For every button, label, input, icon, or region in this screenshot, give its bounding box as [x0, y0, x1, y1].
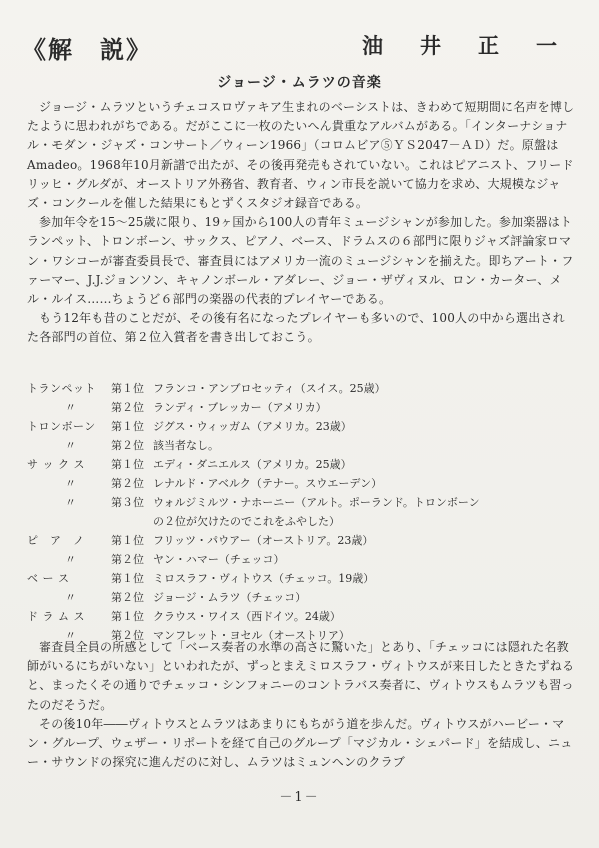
article-body-intro: [27, 98, 575, 348]
result-rank: 第２位: [111, 628, 144, 642]
result-name: マンフレット・ヨセル（オーストリア）: [153, 628, 350, 642]
result-continuation: の２位が欠けたのでこれをふやした）: [153, 514, 340, 528]
author-name: 油 井 正 一: [362, 33, 565, 58]
competition-results-list: [27, 378, 575, 644]
result-name: レナルド・アベルク（テナー。スウエーデン）: [153, 476, 383, 490]
section-title: 《解 説》: [22, 35, 152, 64]
result-row: [27, 454, 575, 473]
result-rank: 第２位: [111, 476, 144, 490]
result-instrument: サ ッ ク ス: [27, 457, 85, 471]
result-rank: 第１位: [111, 533, 144, 547]
result-rank: 第１位: [111, 571, 144, 585]
result-rank: 第２位: [111, 438, 144, 452]
result-name: ランディ・ブレッカー（アメリカ）: [153, 400, 327, 414]
result-rank: 第２位: [111, 552, 144, 566]
result-instrument: 〃: [65, 400, 77, 414]
result-instrument: トロンボーン: [27, 419, 96, 433]
result-rank: 第１位: [111, 419, 144, 433]
result-row: [27, 587, 575, 606]
result-instrument: トランペット: [27, 381, 96, 395]
result-name: エディ・ダニエルス（アメリカ。25歳）: [153, 457, 352, 471]
result-row: [27, 473, 575, 492]
paragraph: 審査員全員の所感として「ベース奏者の水準の高さに驚いた」とあり、「チェッコには隠れた名教師がいるにちがいない」といわれたが、ずっとまえミロスラフ・ヴィトウスが来日したときたずねると、まったくその通りでチェッコ・シンフォニーのコントラバス奏者に、ヴィトウスもムラツも習ったのだそうだ。: [27, 640, 575, 712]
result-rank: 第１位: [111, 609, 144, 623]
paragraph: ジョージ・ムラツというチェコスロヴァキア生まれのベーシストは、きわめて短期間に名声を博したように思われがちである。だがここに一枚のたいへん貴重なアルバムがある。「インターナショナル・モダン・ジャズ・コンサート／ウィーン1966」（コロムビア⑤ＹＳ2047－ＡＤ）だ。原盤は Amadeo。1968年10月新譜で出たが、その後再発売もされていない。これはピアニスト、フリードリッヒ・グルダが、オーストリア外務省、教育者、ウィン市長を説いて協力を求め、大規模なジャズ・コンクールを催した結果にもとずくスタジオ録音である。: [27, 100, 575, 211]
result-name: ミロスラフ・ヴィトウス（チェッコ。19歳）: [153, 571, 375, 585]
paragraph: 参加年令を15～25歳に限り、19ヶ国から100人の青年ミュージシャンが参加した。参加楽器はトランペット、トロンボーン、サックス、ピアノ、ベース、ドラムスの６部門に限りジャズ評論家ロマン・ワシコーが審査委員長で、審査員にはアメリカ一流のミュージシャンを揃えた。即ちアート・ファーマー、J.J.ジョンソン、キャノンボール・アダレー、ジョー・ザヴィヌル、ロン・カーター、メル・ルイス……ちょうど６部門の楽器の代表的プレイヤーである。: [27, 215, 574, 307]
result-row: [27, 492, 575, 511]
page-number: －1－: [279, 790, 320, 805]
result-instrument: ベ ー ス: [27, 571, 70, 585]
result-rank: 第３位: [111, 495, 144, 509]
result-instrument: 〃: [65, 552, 77, 566]
result-row: [27, 530, 575, 549]
result-name: フリッツ・パウアー（オーストリア。23歳）: [153, 533, 374, 547]
result-instrument: 〃: [65, 438, 77, 452]
result-row: [27, 435, 575, 454]
article-body-continued: [27, 638, 575, 772]
result-name: ヤン・ハマー（チェッコ）: [153, 552, 285, 566]
article-subtitle: ジョージ・ムラツの音楽: [217, 75, 382, 91]
result-instrument: ピ ア ノ: [27, 533, 85, 547]
paragraph: もう12年も昔のことだが、その後有名になったプレイヤーも多いので、100人の中から選出された各部門の首位、第２位入賞者を書き出しておこう。: [27, 311, 565, 345]
result-row: [27, 416, 575, 435]
result-row: [27, 397, 575, 416]
result-name: ジョージ・ムラツ（チェッコ）: [153, 590, 307, 604]
result-name: フランコ・アンブロセッティ（スイス。25歳）: [153, 381, 386, 395]
result-name: ジグス・ウィッガム（アメリカ。23歳）: [153, 419, 352, 433]
result-instrument: ド ラ ム ス: [27, 609, 85, 623]
result-name: ウォルジミルツ・ナホーニー（アルト。ポーランド。トロンボーン: [153, 495, 480, 509]
result-rank: 第１位: [111, 381, 144, 395]
result-name: 該当者なし。: [153, 438, 219, 452]
result-instrument: 〃: [65, 628, 77, 642]
result-rank: 第２位: [111, 400, 144, 414]
result-row: [27, 606, 575, 625]
result-row: [27, 549, 575, 568]
result-instrument: 〃: [65, 495, 77, 509]
result-row: [27, 378, 575, 397]
result-instrument: 〃: [65, 476, 77, 490]
result-row: [27, 568, 575, 587]
result-rank: 第１位: [111, 457, 144, 471]
paragraph: その後10年――ヴィトウスとムラツはあまりにもちがう道を歩んだ。ヴィトウスがハービー・マン・グループ、ウェザー・リポートを経て自己のグループ「マジカル・シェパード」を結成し、ニュー・サウンドの探究に進んだのに対し、ムラツはミュンヘンのクラブ: [27, 716, 573, 770]
result-instrument: 〃: [65, 590, 77, 604]
result-rank: 第２位: [111, 590, 144, 604]
result-name: クラウス・ワイス（西ドイツ。24歳）: [153, 609, 341, 623]
